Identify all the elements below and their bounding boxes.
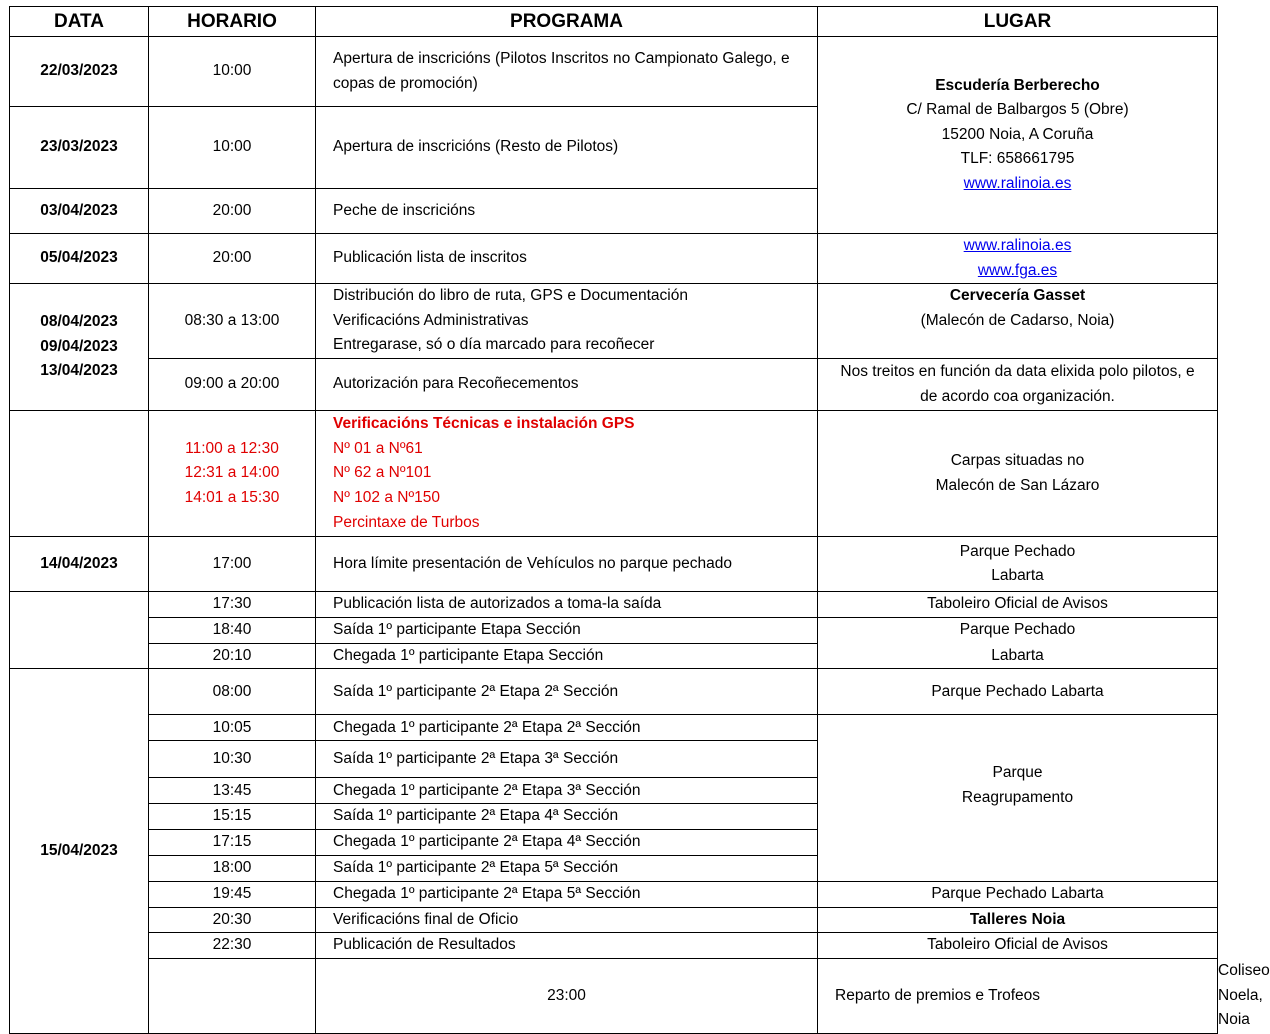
lugar-city: 15200 Noia, A Coruña	[941, 125, 1094, 143]
lugar-cell: Taboleiro Oficial de Avisos	[818, 592, 1218, 618]
program-cell: Saída 1º participante 2ª Etapa 3ª Sección	[316, 741, 818, 778]
fga-link[interactable]: www.fga.es	[977, 261, 1058, 279]
program-line: Distribución do libro de ruta, GPS e Documentación	[333, 287, 688, 305]
lugar-cell: Labarta	[818, 643, 1218, 669]
time-cell: 18:40	[149, 617, 316, 643]
program-cell: Verificacións final de Oficio	[316, 907, 818, 933]
schedule-table	[9, 6, 1270, 1034]
table-row	[10, 907, 1218, 933]
program-line: Nº 01 a Nº61	[333, 439, 423, 457]
table-row	[10, 592, 1218, 618]
lugar-cell: Parque Pechado	[818, 617, 1218, 643]
program-cell: Publicación de Resultados	[316, 933, 818, 959]
header-programa: PROGRAMA	[316, 7, 818, 37]
table-row	[10, 643, 1218, 669]
date-line: 08/04/2023	[40, 313, 118, 331]
program-line: Verificacións Administrativas	[333, 311, 529, 329]
date-cell-empty	[10, 411, 149, 537]
program-cell	[316, 411, 818, 537]
time-line: 11:00 a 12:30	[185, 439, 279, 457]
table-row	[10, 617, 1218, 643]
program-cell: Apertura de inscricións (Pilotos Inscritos no Campionato Galego, e copas de promoción)	[316, 37, 818, 107]
lugar-links	[818, 234, 1218, 284]
date-cell: 23/03/2023	[10, 107, 149, 189]
date-line: 09/04/2023	[40, 337, 118, 355]
time-cell: 22:30	[149, 933, 316, 959]
program-cell: Chegada 1º participante 2ª Etapa 2ª Sección	[316, 715, 818, 741]
table-row	[10, 234, 1218, 284]
program-cell: Saída 1º participante 2ª Etapa 2ª Sección	[316, 669, 818, 715]
program-cell	[316, 284, 818, 359]
lugar-cell: Parque Pechado Labarta	[818, 881, 1218, 907]
program-cell: Chegada 1º participante 2ª Etapa 4ª Sección	[316, 829, 818, 855]
table-row	[10, 411, 1218, 537]
program-cell: Peche de inscricións	[316, 189, 818, 234]
time-line: 14:01 a 15:30	[184, 488, 280, 506]
time-cell: 20:10	[149, 643, 316, 669]
table-row	[10, 37, 1218, 107]
lugar-address: (Malecón de Cadarso, Noia)	[920, 311, 1115, 329]
program-line: Nº 102 a Nº150	[333, 488, 440, 506]
program-line: Percintaxe de Turbos	[333, 513, 480, 531]
program-line: Nº 62 a Nº101	[333, 464, 432, 482]
program-cell: Apertura de inscricións (Resto de Pilotos)	[316, 107, 818, 189]
time-cell: 17:30	[149, 592, 316, 618]
website-link[interactable]: www.ralinoia.es	[963, 174, 1072, 192]
time-cell: 17:15	[149, 829, 316, 855]
table-row	[10, 881, 1218, 907]
date-cell: 05/04/2023	[10, 234, 149, 284]
table-row	[10, 537, 1218, 592]
date-cell: 03/04/2023	[10, 189, 149, 234]
lugar-line: Reagrupamento	[961, 788, 1074, 806]
program-cell: Publicación lista de autorizados a toma-la saída	[316, 592, 818, 618]
program-cell: Saída 1º participante 2ª Etapa 4ª Sección	[316, 804, 818, 830]
lugar-name: Escudería Berberecho	[935, 76, 1100, 94]
date-line: 13/04/2023	[40, 362, 118, 380]
time-cell: 20:00	[149, 189, 316, 234]
table-row	[10, 284, 1218, 359]
lugar-cell	[818, 537, 1218, 592]
lugar-address: C/ Ramal de Balbargos 5 (Obre)	[906, 101, 1129, 119]
date-cell-multi	[10, 284, 149, 411]
lugar-line: Parque	[992, 764, 1043, 782]
program-cell: Chegada 1º participante Etapa Sección	[316, 643, 818, 669]
date-cell: 15/04/2023	[10, 669, 149, 1034]
program-cell: Hora límite presentación de Vehículos no parque pechado	[316, 537, 818, 592]
header-lugar: LUGAR	[818, 7, 1218, 37]
time-cell: 20:30	[149, 907, 316, 933]
time-cell: 10:00	[149, 107, 316, 189]
program-line: Entregarase, só o día marcado para recoñecer	[333, 336, 655, 354]
lugar-reagrupamento	[818, 715, 1218, 881]
time-cell: 17:00	[149, 537, 316, 592]
date-cell: 14/04/2023	[10, 537, 149, 592]
lugar-line: Carpas situadas no	[950, 452, 1085, 470]
program-cell: Saída 1º participante 2ª Etapa 5ª Sección	[316, 855, 818, 881]
header-data: DATA	[10, 7, 149, 37]
time-cell	[149, 411, 316, 537]
lugar-line: Malecón de San Lázaro	[935, 476, 1100, 494]
program-cell: Chegada 1º participante 2ª Etapa 3ª Sección	[316, 778, 818, 804]
program-title: Verificacións Técnicas e instalación GPS	[333, 415, 635, 433]
time-cell: 23:00	[316, 959, 818, 1034]
website-link[interactable]: www.ralinoia.es	[963, 237, 1072, 254]
program-cell: Reparto de premios e Trofeos	[818, 959, 1218, 1034]
header-horario: HORARIO	[149, 7, 316, 37]
header-row	[10, 7, 1218, 37]
time-cell: 18:00	[149, 855, 316, 881]
lugar-line: Labarta	[991, 567, 1044, 585]
program-cell: Saída 1º participante Etapa Sección	[316, 617, 818, 643]
time-cell: 09:00 a 20:00	[149, 359, 316, 411]
date-cell-empty	[10, 592, 149, 669]
table-row	[10, 715, 1218, 741]
lugar-cell: Talleres Noia	[818, 907, 1218, 933]
lugar-cell	[818, 411, 1218, 537]
time-cell: 20:00	[149, 234, 316, 284]
program-cell: Publicación lista de inscritos	[316, 234, 818, 284]
lugar-cell: Taboleiro Oficial de Avisos	[818, 933, 1218, 959]
time-cell: 10:00	[149, 37, 316, 107]
lugar-cell: Nos treitos en función da data elixida polo pilotos, e de acordo coa organización.	[818, 359, 1218, 411]
time-cell: 08:00	[149, 669, 316, 715]
time-cell: 10:05	[149, 715, 316, 741]
date-cell: 22/03/2023	[10, 37, 149, 107]
lugar-escuderia	[818, 37, 1218, 234]
table-row: 23:00 Reparto de premios e Trofeos Coliseo Noela, Noia	[10, 959, 1218, 1034]
lugar-phone: TLF: 658661795	[960, 150, 1075, 168]
date-cell-empty	[149, 959, 316, 1034]
lugar-cell	[818, 284, 1218, 359]
program-cell: Autorización para Recoñecementos	[316, 359, 818, 411]
time-cell: 08:30 a 13:00	[149, 284, 316, 359]
lugar-cell: Parque Pechado Labarta	[818, 669, 1218, 715]
time-cell: 15:15	[149, 804, 316, 830]
time-line: 12:31 a 14:00	[184, 464, 280, 482]
lugar-line: Parque Pechado	[959, 542, 1076, 560]
program-cell: Chegada 1º participante 2ª Etapa 5ª Sección	[316, 881, 818, 907]
table-row	[10, 669, 1218, 715]
time-cell: 13:45	[149, 778, 316, 804]
lugar-name: Cervecería Gasset	[949, 287, 1086, 305]
time-cell: 10:30	[149, 741, 316, 778]
time-cell: 19:45	[149, 881, 316, 907]
table-row	[10, 359, 1218, 411]
table-row	[10, 933, 1218, 959]
